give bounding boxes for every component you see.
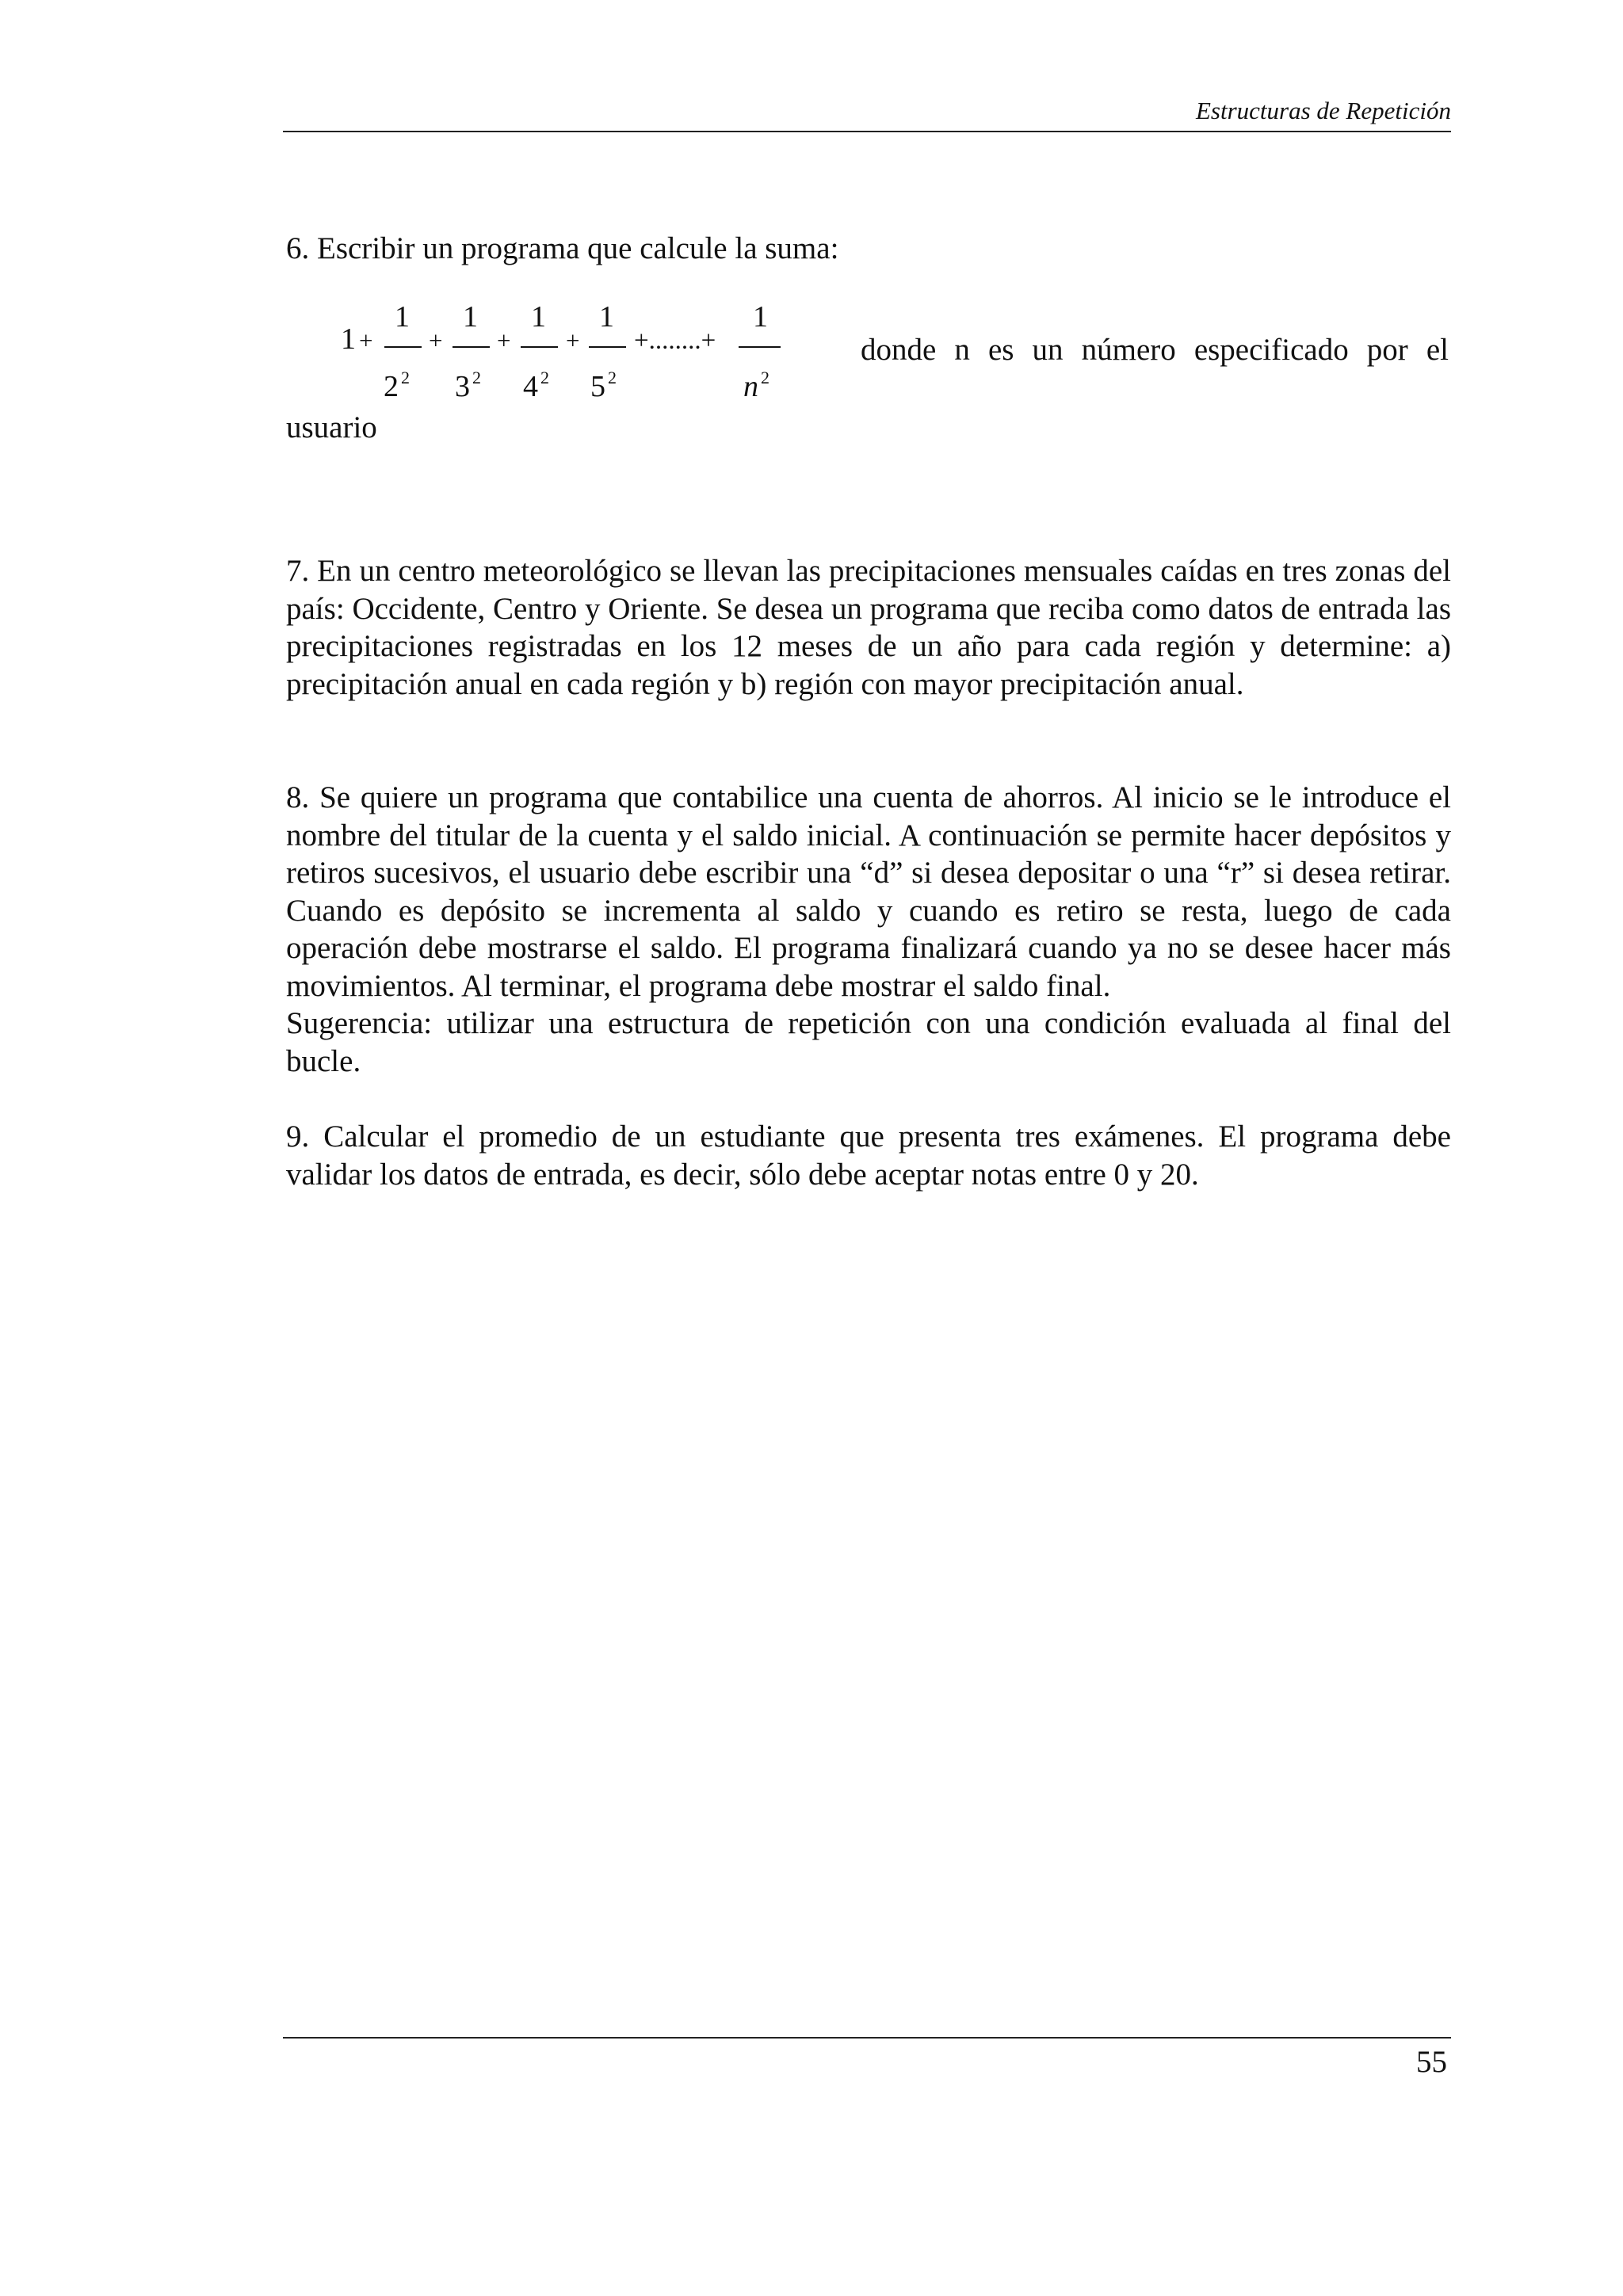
formula-den-base-4: 5	[590, 370, 605, 403]
formula-den-exp-4: 2	[608, 368, 617, 387]
formula-den-exp-2: 2	[472, 368, 481, 387]
formula-num-1: 1	[395, 300, 410, 334]
formula-ellipsis: +........+	[634, 326, 716, 355]
exercise-6-statement: 6. Escribir un programa que calcule la suma:	[286, 231, 839, 265]
formula-den-exp-1: 2	[401, 368, 410, 387]
exercise-7-statement: 7. En un centro meteorológico se llevan las precipitaciones mensuales caídas en tres zonas del país: Occidente, Centro y Oriente. Se desea un programa que reciba como datos de entrada las precipitaciones registradas en los 12 meses de un año para cada región y determine: a) precipitación anual en cada región y b) región con mayor precipitación anual.	[286, 554, 1451, 701]
sum-formula	[333, 301, 808, 412]
formula-num-3: 1	[531, 300, 546, 334]
page-number: 55	[1416, 2045, 1447, 2079]
formula-plus-1: +	[429, 326, 443, 354]
formula-den-exp-last: 2	[761, 368, 769, 387]
exercise-9-statement: 9. Calcular el promedio de un estudiante que presenta tres exámenes. El programa debe validar los datos de entrada, es decir, sólo debe aceptar notas entre 0 y 20.	[286, 1119, 1451, 1192]
formula-num-2: 1	[463, 300, 478, 334]
formula-den-exp-3: 2	[540, 368, 549, 387]
formula-den-base-1: 2	[384, 370, 399, 403]
exercise-6-donde-text: donde n es un número especificado por el	[861, 333, 1449, 367]
formula-den-base-3: 4	[523, 370, 538, 403]
exercise-8-suggestion: Sugerencia: utilizar una estructura de repetición con una condición evaluada al final del bucle.	[286, 1006, 1451, 1078]
formula-plus-2: +	[497, 326, 511, 354]
formula-plus-3: +	[566, 326, 580, 354]
exercise-6-usuario-text: usuario	[286, 410, 377, 444]
exercise-8-statement: 8. Se quiere un programa que contabilice una cuenta de ahorros. Al inicio se le introduce el nombre del titular de la cuenta y el saldo inicial. A continuación se permite hacer depósitos y retiros sucesivos, el usuario debe escribir una “d” si desea depositar o una “r” si desea retirar. Cuando es depósito se incrementa al saldo y cuando es retiro se resta, luego de cada operación debe mostrarse el saldo. El programa finalizará cuando ya no se desee hacer más movimientos. Al terminar, el programa debe mostrar el saldo final.	[286, 780, 1451, 1003]
formula-lead-one: 1	[341, 322, 356, 356]
formula-den-base-2: 3	[455, 370, 470, 403]
running-header-title: Estructuras de Repetición	[1196, 97, 1451, 124]
formula-lead-plus: +	[359, 326, 373, 354]
exercise-8-block	[286, 779, 1451, 1080]
formula-num-4: 1	[599, 300, 614, 334]
formula-num-last: 1	[753, 300, 768, 334]
header-rule	[283, 131, 1451, 132]
footer-rule	[283, 2037, 1451, 2039]
formula-den-base-last: n	[743, 370, 758, 403]
